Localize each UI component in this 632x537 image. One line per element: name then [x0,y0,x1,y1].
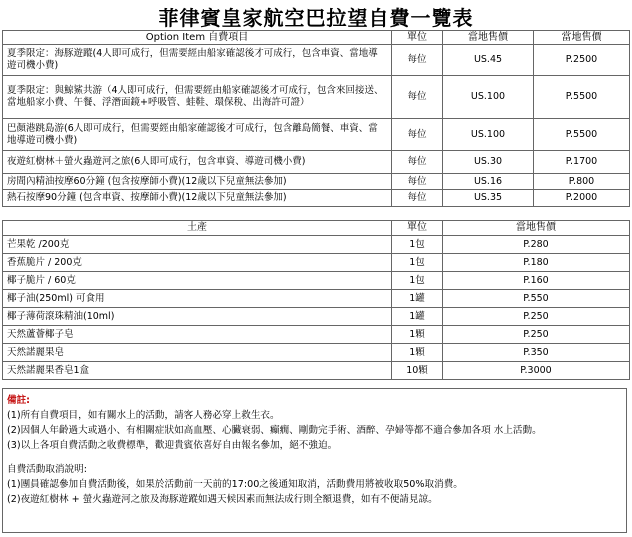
option-price-php: P.2500 [534,45,630,76]
products-table [2,220,630,380]
table-row [3,151,630,174]
note-line: (1)所有自費項目，如有關水上的活動，請客人務必穿上救生衣。 [7,410,280,421]
table-row [3,326,630,344]
product-item: 芒果乾 /200克 [3,236,392,254]
product-unit: 1顆 [392,344,443,362]
table-row [3,272,630,290]
product-unit: 1罐 [392,290,443,308]
option-unit: 每位 [392,119,443,151]
product-item: 天然蘆薈椰子皂 [3,326,392,344]
product-item: 椰子薄荷滾珠精油(10ml) [3,308,392,326]
product-unit: 1包 [392,254,443,272]
product-unit: 1罐 [392,308,443,326]
option-unit: 每位 [392,45,443,76]
table-row [3,308,630,326]
table-row [3,45,630,76]
product-item: 椰子脆片 / 60克 [3,272,392,290]
table-row [3,362,630,380]
table-row [3,254,630,272]
option-price-usd: US.45 [443,45,534,76]
option-price-php: P.2000 [534,190,630,207]
product-unit: 1包 [392,272,443,290]
option-price-usd: US.100 [443,119,534,151]
header-item: Option Item 自費項目 [3,31,392,45]
table-row [3,190,630,207]
option-price-php: P.5500 [534,76,630,119]
notes-heading: 備註: [7,395,31,406]
product-price: P.280 [443,236,630,254]
option-item: 夏季限定：海豚遊蹤(4人即可成行，但需要經由船家確認後才可成行，包含車資、當地導遊司機小費) [3,45,392,76]
option-price-usd: US.30 [443,151,534,174]
header-product: 土產 [3,221,392,236]
header-unit: 單位 [392,31,443,45]
options-table [2,30,630,207]
product-unit: 1顆 [392,326,443,344]
header-price-php: 當地售價 [534,31,630,45]
note-line: (3)以上各項自費活動之收費標準，歡迎貴賓依喜好自由報名參加，絕不強迫。 [7,440,338,451]
header-price-usd: 當地售價 [443,31,534,45]
option-price-usd: US.16 [443,174,534,190]
note-line: (2)因個人年齡過大或過小、有相關症狀如高血壓、心臟衰弱、癲癇、剛動完手術、酒醉、孕婦等都不適合參加各項 水上活動。 [7,425,542,436]
cancel-heading: 自費活動取消說明: [7,464,87,475]
product-item: 天然諾麗果香皂1盒 [3,362,392,380]
product-item: 香蕉脆片 / 200克 [3,254,392,272]
product-price: P.160 [443,272,630,290]
option-unit: 每位 [392,190,443,207]
products-header-row [3,221,630,236]
option-price-php: P.5500 [534,119,630,151]
table-row [3,119,630,151]
option-price-usd: US.100 [443,76,534,119]
option-unit: 每位 [392,151,443,174]
product-price: P.350 [443,344,630,362]
table-row [3,290,630,308]
product-unit: 1包 [392,236,443,254]
option-item: 熱石按摩90分鐘 (包含車資、按摩師小費)(12歲以下兒童無法參加) [3,190,392,207]
product-item: 椰子油(250ml) 可食用 [3,290,392,308]
option-unit: 每位 [392,174,443,190]
product-unit: 10顆 [392,362,443,380]
option-item: 夏季限定：與鯨鯊共游（4人即可成行，但需要經由船家確認後才可成行，包含來回接送、當地船家小費、午餐、浮潛面鏡+呼吸管、蛙鞋、環保稅、出海許可證） [3,76,392,119]
option-price-php: P.1700 [534,151,630,174]
option-item: 巴顏港跳島游(6人即可成行，但需要經由船家確認後才可成行，包含離島簡餐、車資、當地導遊司機小費) [3,119,392,151]
table-row [3,344,630,362]
page-title: 菲律賓皇家航空巴拉望自費一覽表 [158,6,474,30]
product-price: P.550 [443,290,630,308]
table-row [3,174,630,190]
cancel-line: (2)夜遊紅樹林 + 螢火蟲遊河之旅及海豚遊蹤如遇天候因素而無法成行則全額退費，如有不便請見諒。 [7,494,438,505]
option-price-php: P.800 [534,174,630,190]
table-row [3,236,630,254]
product-item: 天然諾麗果皂 [3,344,392,362]
option-item: 房間內精油按摩60分鐘 (包含按摩師小費)(12歲以下兒童無法參加) [3,174,392,190]
options-header-row [3,31,630,45]
product-price: P.250 [443,308,630,326]
product-price: P.3000 [443,362,630,380]
header-price: 當地售價 [443,221,630,236]
option-item: 夜遊紅樹林＋螢火蟲遊河之旅(6人即可成行，包含車資、導遊司機小費) [3,151,392,174]
product-price: P.180 [443,254,630,272]
option-price-usd: US.35 [443,190,534,207]
product-price: P.250 [443,326,630,344]
notes-box [2,388,627,533]
cancel-line: (1)團員確認參加自費活動後，如果於活動前一天前的17:00之後通知取消，活動費用將被收取50%取消費。 [7,479,463,490]
option-unit: 每位 [392,76,443,119]
header-unit: 單位 [392,221,443,236]
table-row [3,76,630,119]
